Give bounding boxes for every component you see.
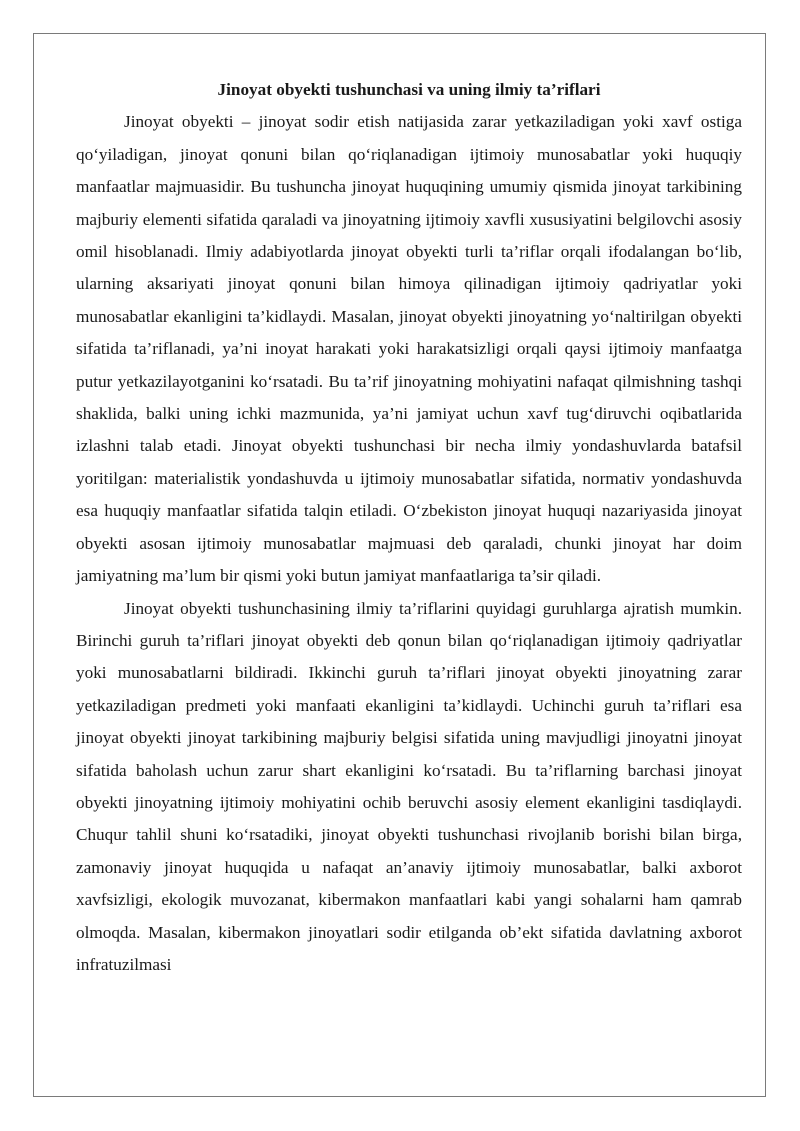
document-body [76,74,742,981]
document-title: Jinoyat obyekti tushunchasi va uning ilmiy ta’riflari [217,80,601,99]
paragraph-2: Jinoyat obyekti tushunchasining ilmiy ta’riflarini quyidagi guruhlarga ajratish mumkin. Birinchi guruh ta’riflari jinoyat obyekti deb qonun bilan qo‘riqlanadigan ijtimoiy qadriyatlar yoki munosabatlarni bildiradi. Ikkinchi guruh ta’riflari jinoyat obyekti jinoyatning zarar yetkaziladigan predmeti yoki manfaati ekanligini ta’kidlaydi. Uchinchi guruh ta’riflari esa jinoyat obyekti jinoyat tarkibining majburiy belgisi sifatida uning mavjudligi jinoyatni jinoyat sifatida baholash uchun zarur shart ekanligini ko‘rsatadi. Bu ta’riflarning barchasi jinoyat obyekti jinoyatning ijtimoiy mohiyatini ochib beruvchi asosiy element ekanligini tasdiqlaydi. Chuqur tahlil shuni ko‘rsatadiki, jinoyat obyekti tushunchasi rivojlanib borishi bilan birga, zamonaviy jinoyat huquqida u nafaqat an’anaviy ijtimoiy munosabatlar, balki axborot xavfsizligi, ekologik muvozanat, kibermakon manfaatlari kabi yangi sohalarni ham qamrab olmoqda. Masalan, kibermakon jinoyatlari sodir etilganda ob’ekt sifatida davlatning axborot infratuzilmasi [76,598,742,974]
paragraph-1: Jinoyat obyekti – jinoyat sodir etish natijasida zarar yetkaziladigan yoki xavf ostiga qo‘yiladigan, jinoyat qonuni bilan qo‘riqlanadigan ijtimoiy munosabatlar yoki huquqiy manfaatlar majmuasidir. Bu tushuncha jinoyat huquqining umumiy qismida jinoyat tarkibining majburiy elementi sifatida qaraladi va jinoyatning ijtimoiy xavfli xususiyatini belgilovchi asosiy omil hisoblanadi. Ilmiy adabiyotlarda jinoyat obyekti turli ta’riflar orqali ifodalangan bo‘lib, ularning aksariyati jinoyat qonuni bilan himoya qilinadigan ijtimoiy qadriyatlar yoki munosabatlar ekanligini ta’kidlaydi. Masalan, jinoyat obyekti jinoyatning yo‘naltirilgan obyekti sifatida ta’riflanadi, ya’ni inoyat harakati yoki harakatsizligi orqali qaysi ijtimoiy manfaatga putur yetkazilayotganini ko‘rsatadi. Bu ta’rif jinoyatning mohiyatini nafaqat qilmishning tashqi shaklida, balki uning ichki mazmunida, ya’ni jamiyat uchun xavf tug‘diruvchi oqibatlarida izlashni talab etadi. Jinoyat obyekti tushunchasi bir necha ilmiy yondashuvlarda batafsil yoritilgan: materialistik yondashuvda u ijtimoiy munosabatlar sifatida, normativ yondashuvda esa huquqiy manfaatlar sifatida talqin etiladi. O‘zbekiston jinoyat huquqi nazariyasida jinoyat obyekti asosan ijtimoiy munosabatlar majmuasi deb qaraladi, chunki jinoyat har doim jamiyatning ma’lum bir qismi yoki butun jamiyat manfaatlariga ta’sir qiladi. [76,112,742,586]
